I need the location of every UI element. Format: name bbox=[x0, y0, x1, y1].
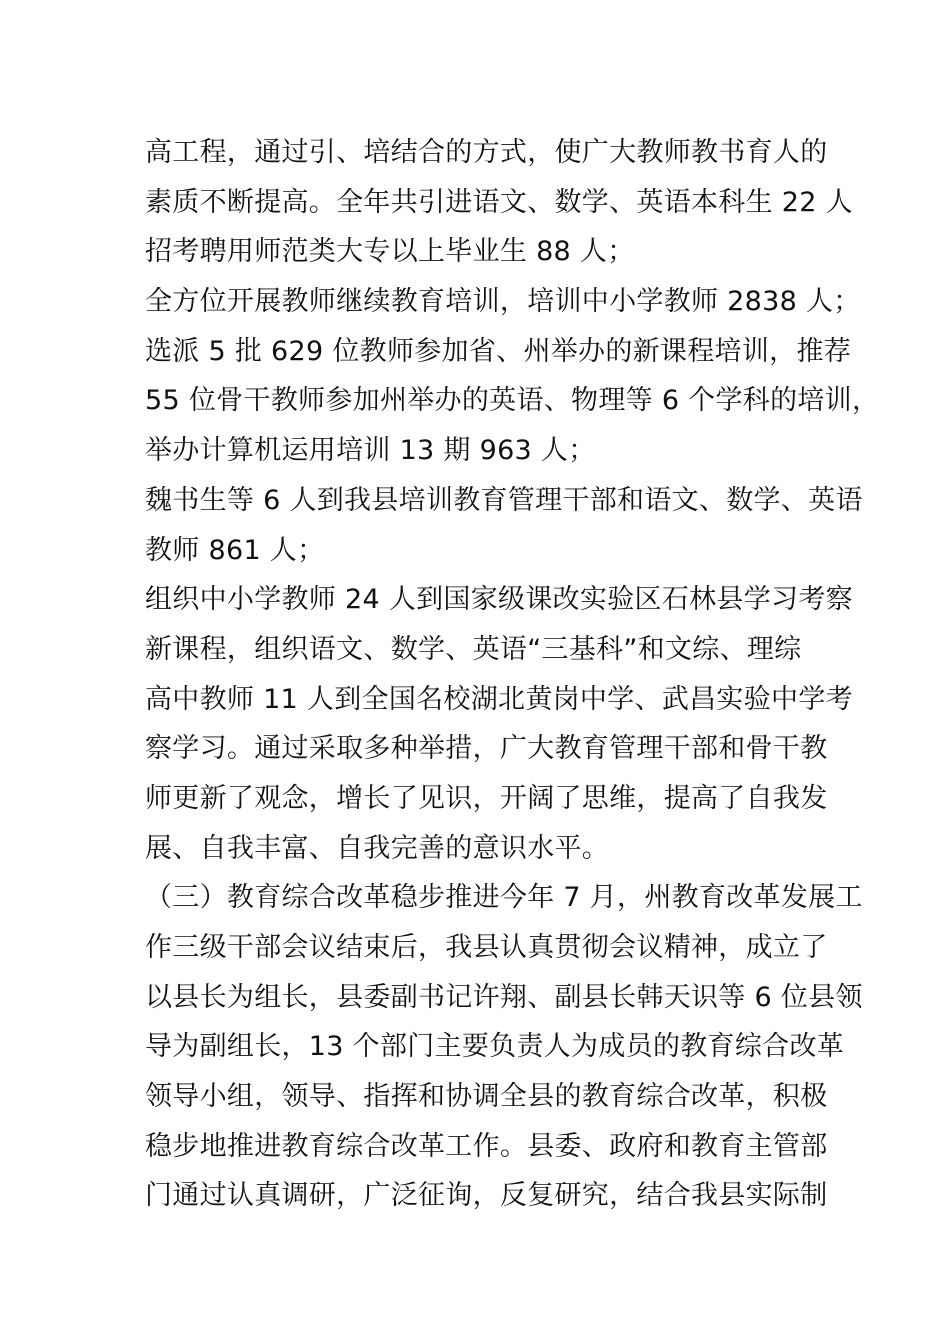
text-line: 55 位骨干教师参加州举办的英语、物理等 6 个学科的培训， bbox=[145, 385, 880, 417]
text-line: 新课程，组织语文、数学、英语“三基科”和文综、理综 bbox=[145, 633, 802, 665]
text-line: 导为副组长，13 个部门主要负责人为成员的教育综合改革 bbox=[145, 1031, 845, 1063]
text-line: 展、自我丰富、自我完善的意识水平。 bbox=[145, 832, 610, 864]
text-line: 魏书生等 6 人到我县培训教育管理干部和语文、数学、英语 bbox=[145, 484, 863, 516]
text-line: 门通过认真调研，广泛征询，反复研究，结合我县实际制 bbox=[145, 1180, 828, 1212]
document-body bbox=[145, 128, 880, 1221]
text-line: 高工程，通过引、培结合的方式，使广大教师教书育人的 bbox=[145, 137, 828, 168]
text-line: 招考聘用师范类大专以上毕业生 88 人； bbox=[145, 236, 635, 268]
text-line: 察学习。通过采取多种举措，广大教育管理干部和骨干教 bbox=[145, 733, 828, 765]
text-line: 选派 5 批 629 位教师参加省、州举办的新课程培训，推荐 bbox=[145, 335, 852, 367]
text-line: 作三级干部会议结束后，我县认真贯彻会议精神，成立了 bbox=[145, 932, 828, 963]
text-line: 举办计算机运用培训 13 期 963 人； bbox=[145, 435, 596, 467]
text-line: 素质不断提高。全年共引进语文、数学、英语本科生 22 人 bbox=[145, 186, 853, 218]
text-line: 组织中小学教师 24 人到国家级课改实验区石林县学习考察 bbox=[145, 584, 853, 616]
text-line: 师更新了观念，增长了见识，开阔了思维，提高了自我发 bbox=[145, 782, 828, 814]
text-line: 以县长为组长，县委副书记许翔、副县长韩天识等 6 位县领 bbox=[145, 981, 863, 1013]
text-line: （三）教育综合改革稳步推进今年 7 月，州教育改革发展工 bbox=[145, 882, 863, 914]
text-line: 稳步地推进教育综合改革工作。县委、政府和教育主管部 bbox=[145, 1130, 828, 1162]
text-line: 领导小组，领导、指挥和协调全县的教育综合改革，积极 bbox=[145, 1081, 828, 1113]
text-line: 全方位开展教师继续教育培训，培训中小学教师 2838 人； bbox=[145, 286, 861, 318]
text-line: 高中教师 11 人到全国名校湖北黄岗中学、武昌实验中学考 bbox=[145, 683, 853, 715]
text-line: 教师 861 人； bbox=[145, 534, 325, 566]
